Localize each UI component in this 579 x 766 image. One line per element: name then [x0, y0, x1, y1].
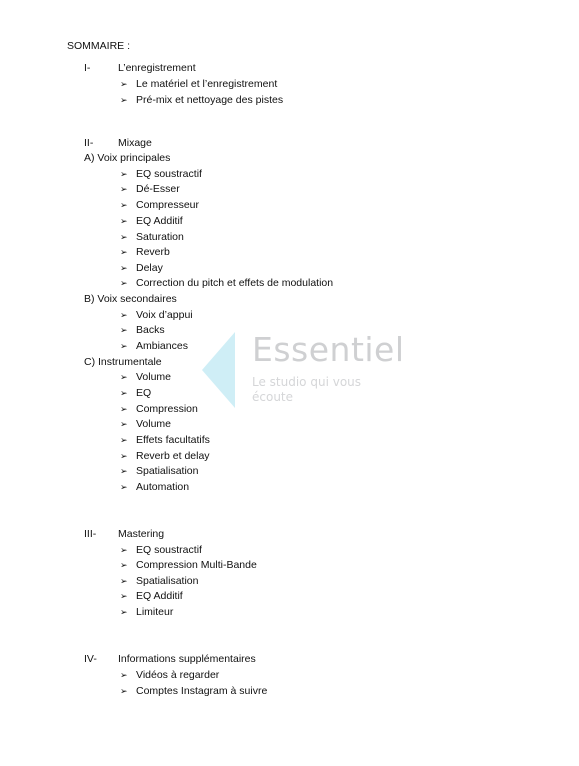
section-3-title: Mastering [118, 528, 165, 540]
bullet-arrow-icon: ➢ [120, 79, 128, 89]
section-4-title: Informations supplémentaires [118, 653, 256, 665]
list-item: ➢ Delay [120, 262, 163, 274]
bullet-arrow-icon: ➢ [120, 388, 128, 398]
list-item: ➢ Ambiances [120, 340, 188, 352]
list-item: ➢ Reverb et delay [120, 450, 210, 462]
subsection-a-title: A) Voix principales [84, 152, 171, 164]
bullet-arrow-icon: ➢ [120, 560, 128, 570]
list-item: ➢ EQ Additif [120, 215, 183, 227]
bullet-arrow-icon: ➢ [120, 607, 128, 617]
list-item: ➢ Le matériel et l’enregistrement [120, 78, 278, 90]
list-item: ➢ Saturation [120, 231, 184, 243]
bullet-arrow-icon: ➢ [120, 591, 128, 601]
section-2-number: II- [84, 137, 94, 149]
bullet-arrow-icon: ➢ [120, 576, 128, 586]
bullet-arrow-icon: ➢ [120, 451, 128, 461]
bullet-arrow-icon: ➢ [120, 95, 128, 105]
watermark [200, 330, 440, 410]
summary-title: SOMMAIRE : [67, 40, 131, 52]
bullet-arrow-icon: ➢ [120, 482, 128, 492]
list-item: ➢ Vidéos à regarder [120, 669, 220, 681]
list-item: ➢ Compression [120, 403, 198, 415]
list-item: ➢ Comptes Instagram à suivre [120, 685, 268, 697]
list-item: ➢ Correction du pitch et effets de modulation [120, 277, 334, 289]
watermark-brand: Essentiel [252, 330, 405, 369]
play-triangle-icon [200, 330, 250, 410]
list-item: ➢ Limiteur [120, 606, 174, 618]
bullet-arrow-icon: ➢ [120, 247, 128, 257]
list-item: ➢ Volume [120, 418, 172, 430]
section-1-title: L’enregistrement [118, 62, 196, 74]
section-4-number: IV- [84, 653, 97, 665]
bullet-arrow-icon: ➢ [120, 435, 128, 445]
bullet-arrow-icon: ➢ [120, 216, 128, 226]
bullet-arrow-icon: ➢ [120, 686, 128, 696]
subsection-b-title: B) Voix secondaires [84, 293, 177, 305]
bullet-arrow-icon: ➢ [120, 200, 128, 210]
list-item: ➢ EQ soustractif [120, 544, 202, 556]
list-item: ➢ EQ soustractif [120, 168, 202, 180]
bullet-arrow-icon: ➢ [120, 372, 128, 382]
section-2-title: Mixage [118, 137, 152, 149]
list-item: ➢ Backs [120, 324, 165, 336]
list-item: ➢ Dé-Esser [120, 183, 180, 195]
bullet-arrow-icon: ➢ [120, 466, 128, 476]
list-item: ➢ Automation [120, 481, 190, 493]
list-item: ➢ Reverb [120, 246, 170, 258]
bullet-arrow-icon: ➢ [120, 545, 128, 555]
bullet-arrow-icon: ➢ [120, 341, 128, 351]
list-item: ➢ Spatialisation [120, 575, 199, 587]
list-item: ➢ EQ [120, 387, 152, 399]
list-item: ➢ Pré-mix et nettoyage des pistes [120, 94, 284, 106]
bullet-arrow-icon: ➢ [120, 232, 128, 242]
list-item: ➢ Compression Multi-Bande [120, 559, 257, 571]
bullet-arrow-icon: ➢ [120, 419, 128, 429]
list-item: ➢ Spatialisation [120, 465, 199, 477]
list-item: ➢ EQ Additif [120, 590, 183, 602]
list-item: ➢ Volume [120, 371, 172, 383]
bullet-arrow-icon: ➢ [120, 263, 128, 273]
bullet-arrow-icon: ➢ [120, 670, 128, 680]
bullet-arrow-icon: ➢ [120, 310, 128, 320]
bullet-arrow-icon: ➢ [120, 184, 128, 194]
watermark-tagline: Le studio qui vous écoute [252, 375, 362, 404]
bullet-arrow-icon: ➢ [120, 404, 128, 414]
section-3-number: III- [84, 528, 97, 540]
list-item: ➢ Voix d’appui [120, 309, 193, 321]
list-item: ➢ Compresseur [120, 199, 200, 211]
section-1-number: I- [84, 62, 91, 74]
subsection-c-title: C) Instrumentale [84, 356, 162, 368]
bullet-arrow-icon: ➢ [120, 325, 128, 335]
bullet-arrow-icon: ➢ [120, 169, 128, 179]
bullet-arrow-icon: ➢ [120, 278, 128, 288]
list-item: ➢ Effets facultatifs [120, 434, 210, 446]
